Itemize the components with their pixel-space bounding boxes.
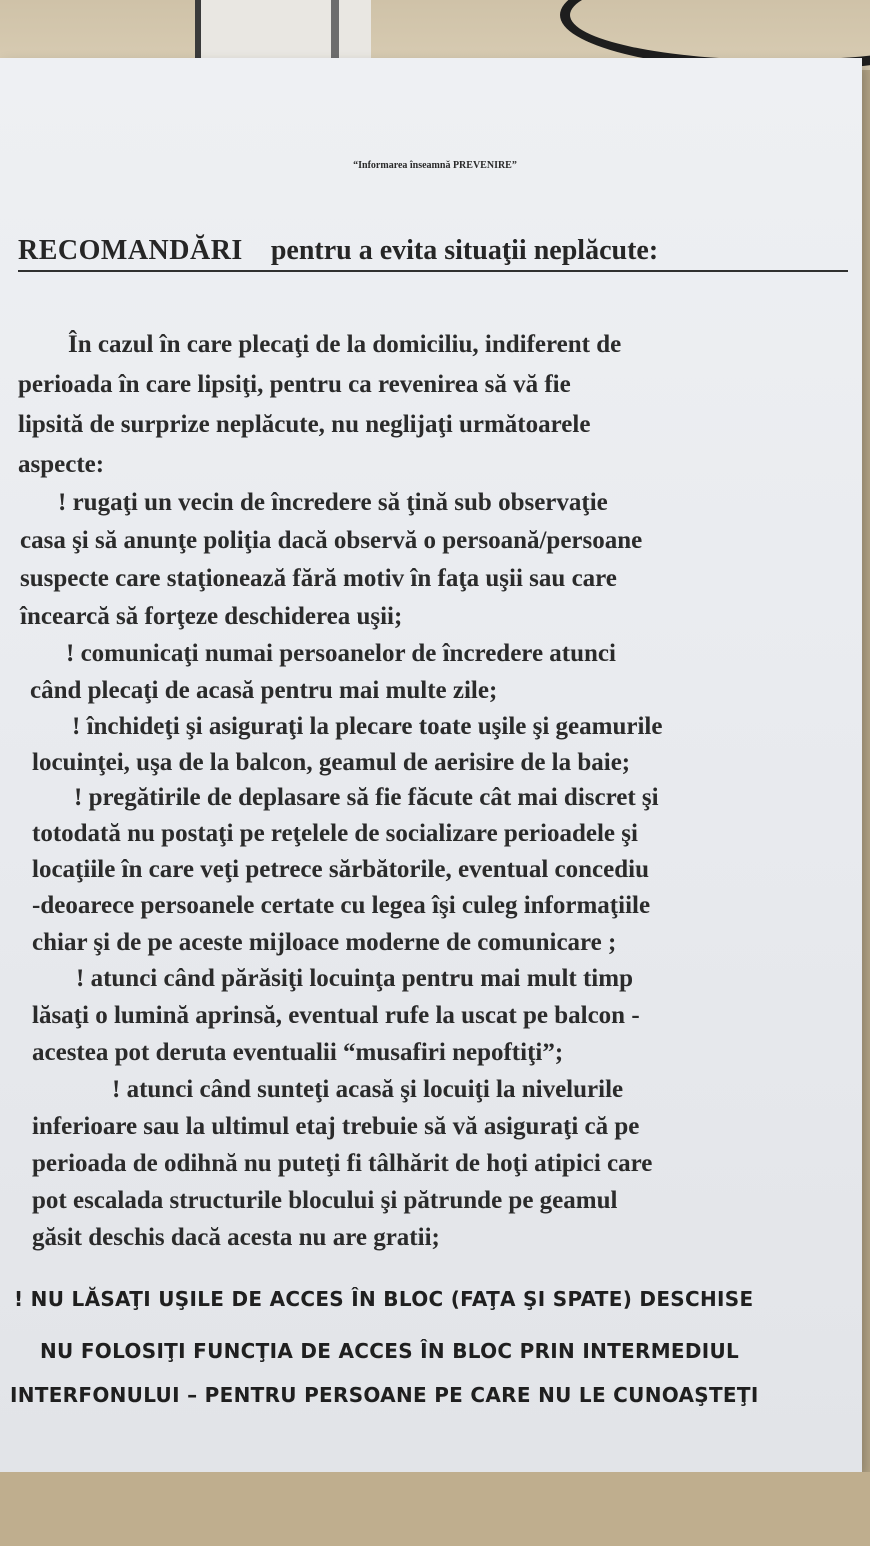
- body-line: ! pregătirile de deplasare să fie făcute cât mai discret şi: [74, 784, 659, 811]
- warning-line: ! NU LĂSAŢI UŞILE DE ACCES ÎN BLOC (FAŢA ŞI SPATE) DESCHISE: [14, 1287, 754, 1311]
- body-line: perioada în care lipsiţi, pentru ca revenirea să vă fie: [18, 371, 571, 398]
- body-line: locaţiile în care veţi petrece sărbătorile, eventual concediu: [32, 856, 649, 883]
- body-line: inferioare sau la ultimul etaj trebuie să vă asiguraţi că pe: [32, 1113, 640, 1140]
- body-line: ! închideţi şi asiguraţi la plecare toate uşile şi geamurile: [72, 713, 663, 740]
- body-line: lipsită de surprize neplăcute, nu neglijaţi următoarele: [18, 411, 591, 438]
- warning-line: INTERFONULUI – PENTRU PERSOANE PE CARE NU LE CUNOAŞTEŢI: [10, 1383, 759, 1407]
- body-line: ! atunci când sunteţi acasă şi locuiţi la nivelurile: [112, 1076, 624, 1103]
- body-line: aspecte:: [18, 451, 105, 478]
- body-line: suspecte care staţionează fără motiv în faţa uşii sau care: [20, 565, 617, 592]
- body-line: găsit deschis dacă acesta nu are gratii;: [32, 1224, 440, 1251]
- body-line: chiar şi de pe aceste mijloace moderne de comunicare ;: [32, 929, 617, 956]
- notice-title-main: RECOMANDĂRI: [18, 235, 243, 266]
- notice-title: [18, 234, 848, 272]
- warning-line: NU FOLOSIŢI FUNCŢIA DE ACCES ÎN BLOC PRIN INTERMEDIUL: [40, 1339, 740, 1363]
- body-line: -deoarece persoanele certate cu legea îşi culeg informaţiile: [32, 892, 651, 919]
- body-line: ! comunicaţi numai persoanelor de încredere atunci: [66, 640, 616, 667]
- body-line: încearcă să forţeze deschiderea uşii;: [20, 603, 403, 630]
- motto: “Informarea înseamnă PREVENIRE”: [353, 160, 517, 171]
- notice-title-rest: pentru a evita situaţii neplăcute:: [270, 235, 659, 266]
- background-table: [0, 1472, 870, 1546]
- body-line: ! rugaţi un vecin de încredere să ţină sub observaţie: [58, 489, 608, 516]
- body-line: perioada de odihnă nu puteţi fi tâlhărit de hoţi atipici care: [32, 1150, 653, 1177]
- body-line: când plecaţi de acasă pentru mai multe zile;: [30, 677, 498, 704]
- body-line: acestea pot deruta eventualii “musafiri nepoftiţi”;: [32, 1039, 564, 1066]
- body-line: casa şi să anunţe poliţia dacă observă o persoană/persoane: [20, 527, 643, 554]
- body-line: În cazul în care plecaţi de la domiciliu, indiferent de: [68, 331, 622, 358]
- body-line: totodată nu postaţi pe reţelele de socializare perioadele şi: [32, 820, 638, 847]
- background-paper: [195, 0, 371, 62]
- body-line: locuinţei, uşa de la balcon, geamul de aerisire de la baie;: [32, 749, 631, 776]
- body-line: pot escalada structurile blocului şi pătrunde pe geamul: [32, 1187, 618, 1214]
- body-line: lăsaţi o lumină aprinsă, eventual rufe la uscat pe balcon -: [32, 1002, 640, 1029]
- body-line: ! atunci când părăsiţi locuinţa pentru mai mult timp: [76, 965, 633, 992]
